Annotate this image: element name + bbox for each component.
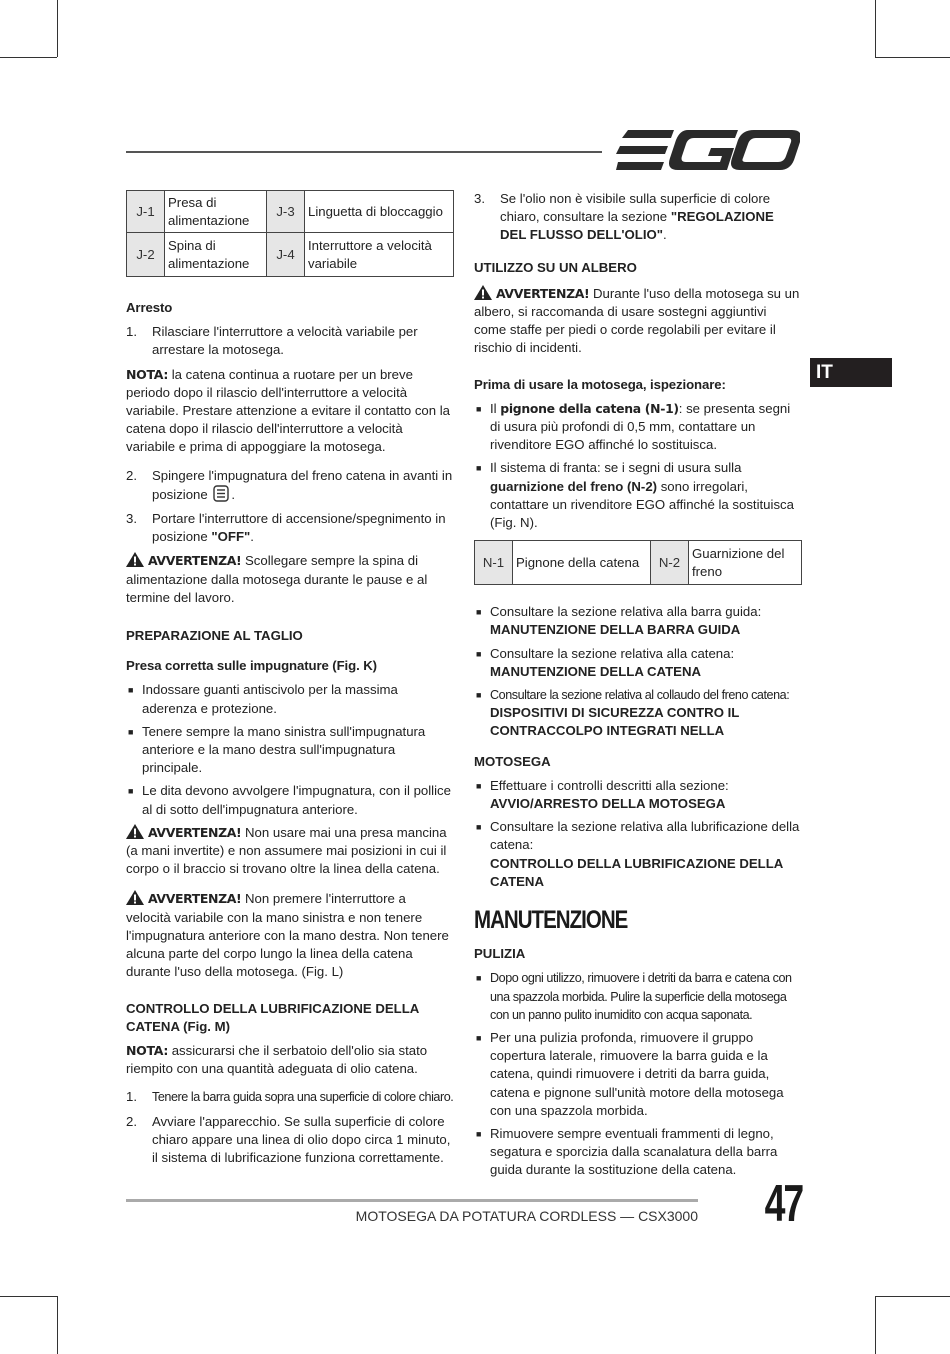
footer-product: MOTOSEGA DA POTATURA CORDLESS — CSX3000 [355, 1208, 698, 1224]
item-text-end: . [663, 227, 667, 243]
item-text-main: Consultare la sezione relativa alla barra guida: [490, 604, 762, 620]
item-number: 2. [126, 1113, 137, 1129]
crop-mark [875, 1296, 950, 1297]
warning-text: Non usare mai una presa mancina (a mani invertite) e non assumere mai posizioni in cui il corpo o il braccio si trovano oltre la linea della catena. [126, 824, 447, 877]
right-column [474, 190, 802, 1185]
chain-brake-icon [213, 485, 229, 502]
nota-label: NOTA: [126, 1042, 169, 1058]
warning-icon [126, 552, 144, 567]
warning-icon [126, 824, 144, 839]
table-row [127, 191, 454, 233]
part-label: Presa di alimentazione [165, 191, 267, 233]
item-text [500, 190, 802, 245]
item-text-end: sono irregolari, contattare un rivenditore EGO affinché la sostituisca (Fig. N). [490, 478, 794, 531]
item-text [490, 686, 802, 741]
warning-paragraph [126, 824, 454, 879]
section-title: PREPARAZIONE AL TAGLIO [126, 628, 303, 644]
crop-mark [0, 57, 57, 58]
item-text-bold: MANUTENZIONE DELLA CATENA [490, 663, 701, 679]
item-text-end: . [231, 486, 236, 502]
item-text: Rimuovere sempre eventuali frammenti di legno, segatura e sporcizia dalla scanalatura della barra guida durante la sostituzione della catena. [490, 1125, 778, 1178]
item-text-bold: "OFF" [211, 529, 251, 545]
table-row [475, 541, 802, 585]
language-tab: IT [810, 358, 892, 387]
warning-label: AVVERTENZA! [148, 891, 242, 907]
warning-text: Non premere l'interruttore a velocità variabile con la mano sinistra e non tenere l'impugnatura anteriore con la mano destra. Non tenere alcuna parte del corpo lungo la linea della catena durante l'uso della motosega. (Fig. L) [126, 891, 449, 980]
part-label: Spina di alimentazione [165, 233, 267, 277]
item-text [490, 459, 802, 532]
item-text-main: Il sistema di franta: se i segni di usura sulla [490, 460, 742, 476]
item-text [490, 400, 802, 455]
footer-rule [126, 1199, 698, 1202]
item-text [490, 603, 761, 639]
subsection-title: Presa corretta sulle impugnature (Fig. K) [126, 658, 377, 674]
ego-logo [616, 128, 800, 172]
bullet-icon: ■ [128, 726, 134, 737]
item-text-bold: MANUTENZIONE DELLA BARRA GUIDA [490, 622, 741, 638]
part-code: N-1 [475, 541, 513, 585]
item-text-main: Consultare la sezione relativa alla lubrificazione della catena: [490, 819, 800, 853]
item-text-main: Se l'olio non è visibile sulla superficie di colore chiaro, consultare la sezione [500, 191, 771, 225]
list-item [474, 400, 802, 455]
item-text-main: Consultare la sezione relativa al collaudo del freno catena: [490, 688, 790, 703]
warning-label: AVVERTENZA! [148, 824, 242, 840]
bullet-icon: ■ [476, 690, 482, 701]
item-text-main: Portare l'interruttore di accensione/spegnimento in posizione [152, 511, 446, 545]
item-text-main: Spingere l'impugnatura del freno catena in avanti in posizione [152, 467, 453, 502]
list-item [474, 645, 802, 681]
warning-paragraph [474, 285, 802, 358]
item-text-main: Effettuare i controlli descritti alla sezione: [490, 777, 729, 793]
crop-mark [57, 1296, 58, 1354]
item-number: 2. [126, 467, 137, 483]
list-item [126, 1113, 454, 1168]
part-code: J-3 [267, 191, 305, 233]
part-code: J-4 [267, 233, 305, 277]
nota-paragraph [126, 1042, 454, 1078]
bullet-icon: ■ [476, 822, 482, 833]
subsection-title: Prima di usare la motosega, ispezionare: [474, 376, 726, 392]
part-label: Linguetta di bloccaggio [305, 191, 454, 233]
list-item [474, 1029, 802, 1120]
warning-icon [474, 285, 492, 300]
item-text-end: : se presenta segni di usura più profondi di 0,5 mm, contattare un rivenditore EGO affinché lo sostituisca. [490, 400, 791, 453]
section-title: PULIZIA [474, 946, 526, 962]
warning-text: Durante l'uso della motosega su un albero, si raccomanda di usare sostegni aggiuntivi come staffe per piedi o corde regolabili per evitare il rischio di incidenti. [474, 285, 800, 356]
bullet-icon: ■ [128, 685, 134, 696]
nota-label: NOTA: [126, 366, 169, 382]
list-item [474, 190, 802, 245]
bullet-icon: ■ [128, 786, 134, 797]
item-number: 1. [126, 324, 137, 340]
part-label: Pignone della catena [513, 541, 651, 585]
list-item [474, 969, 802, 1024]
warning-icon [126, 890, 144, 905]
item-text [152, 467, 454, 504]
nota-paragraph [126, 366, 454, 457]
item-text: Avviare l'apparecchio. Se sulla superficie di colore chiaro appare una linea di olio dopo circa 1 minuto, il sistema di lubrificazione funziona correttamente. [152, 1113, 451, 1165]
warning-label: AVVERTENZA! [148, 553, 242, 569]
part-code: N-2 [651, 541, 689, 585]
bullet-icon: ■ [476, 780, 482, 791]
list-item [474, 686, 802, 741]
list-item [126, 681, 454, 717]
nota-text: la catena continua a ruotare per un breve periodo dopo il rilascio dell'interruttore a velocità variabile. Prestare attenzione a evitare il contatto con la catena dopo il rilascio dell'interruttore a velocità variabile e prima di appoggiare la motosega. [126, 366, 451, 455]
part-label: Guarnizione del freno [689, 541, 802, 585]
item-text: Rilasciare l'interruttore a velocità variabile per arrestare la motosega. [152, 324, 418, 358]
part-code: J-1 [127, 191, 165, 233]
item-text-main: Consultare la sezione relativa alla catena: [490, 645, 735, 661]
list-item [126, 1088, 454, 1106]
bullet-icon: ■ [476, 1032, 482, 1043]
item-text: Le dita devono avvolgere l'impugnatura, con il pollice al di sotto dell'impugnatura anteriore. [142, 783, 451, 817]
list-item [474, 777, 802, 813]
item-text-bold: CONTROLLO DELLA LUBRIFICAZIONE DELLA CATENA [490, 855, 783, 889]
crop-mark [875, 0, 876, 57]
list-item [474, 1125, 802, 1180]
list-item [474, 818, 802, 891]
item-text: Tenere la barra guida sopra una superficie di colore chiaro. [152, 1090, 454, 1105]
item-text [490, 818, 802, 891]
left-column [126, 190, 454, 1173]
bullet-icon: ■ [476, 1128, 482, 1139]
warning-text: Scollegare sempre la spina di alimentazione dalla motosega durante le pause e al termine del lavoro. [126, 553, 428, 605]
parts-table-n [474, 540, 802, 585]
section-title: MOTOSEGA [474, 753, 551, 769]
item-number: 3. [474, 191, 485, 206]
bullet-icon: ■ [476, 403, 482, 414]
item-text: Tenere sempre la mano sinistra sull'impugnatura anteriore e la mano destra sull'impugnatura principale. [142, 723, 426, 776]
list-item [126, 467, 454, 504]
item-text-bold: AVVIO/ARRESTO DELLA MOTOSEGA [490, 796, 726, 812]
list-item [126, 510, 454, 546]
item-text-end: . [250, 529, 254, 545]
arresto-title: Arresto [126, 300, 173, 315]
table-row [127, 233, 454, 277]
item-text: Indossare guanti antiscivolo per la massima aderenza e protezione. [142, 682, 398, 716]
manutenzione-title: MANUTENZIONE [474, 906, 628, 935]
crop-mark [0, 1296, 57, 1297]
nota-text: assicurarsi che il serbatoio dell'olio sia stato riempito con una quantità adeguata di olio catena. [126, 1042, 428, 1077]
part-label: Interruttore a velocità variabile [305, 233, 454, 277]
warning-paragraph [126, 890, 454, 981]
bullet-icon: ■ [476, 607, 482, 618]
item-text-bold: pignone della catena (N-1) [500, 400, 679, 416]
item-number: 1. [126, 1089, 137, 1105]
item-text-bold: guarnizione del freno (N-2) [490, 478, 658, 494]
list-item [474, 603, 802, 639]
item-text: Dopo ogni utilizzo, rimuovere i detriti da barra e catena con una spazzola morbida. Pulire la superficie della motosega con un panno pulito inumidito con acqua saponata. [490, 971, 792, 1022]
header-rule [126, 151, 602, 153]
bullet-icon: ■ [476, 463, 482, 474]
list-item [126, 782, 454, 818]
list-item [126, 723, 454, 778]
crop-mark [57, 0, 58, 57]
item-text: Per una pulizia profonda, rimuovere il gruppo copertura laterale, rimuovere la barra guida e la catena, quindi rimuovere i detriti da barra guida, catena e pignone sull'unità motore della motosega con una spazzola morbida. [490, 1029, 784, 1118]
item-text-main: Il [490, 400, 501, 416]
item-number: 3. [126, 511, 137, 527]
list-item [474, 459, 802, 532]
part-code: J-2 [127, 233, 165, 277]
item-text [490, 777, 729, 813]
section-title: CONTROLLO DELLA LUBRIFICAZIONE DELLA CATENA (Fig. M) [126, 1000, 419, 1034]
bullet-icon: ■ [476, 648, 482, 659]
crop-mark [875, 57, 950, 58]
item-text [152, 510, 454, 546]
bullet-icon: ■ [476, 973, 482, 984]
crop-mark [875, 1296, 876, 1354]
section-title: UTILIZZO SU UN ALBERO [474, 259, 637, 275]
item-text-bold: DISPOSITIVI DI SICUREZZA CONTRO IL CONTRACCOLPO INTEGRATI NELLA [490, 705, 740, 739]
parts-table-j [126, 190, 454, 277]
warning-paragraph [126, 552, 454, 607]
item-text [490, 645, 734, 681]
item-text-bold: "REGOLAZIONE DEL FLUSSO DELL'OLIO" [500, 209, 774, 243]
warning-label: AVVERTENZA! [496, 285, 590, 301]
page-number: 47 [764, 1175, 802, 1233]
list-item [126, 323, 454, 359]
